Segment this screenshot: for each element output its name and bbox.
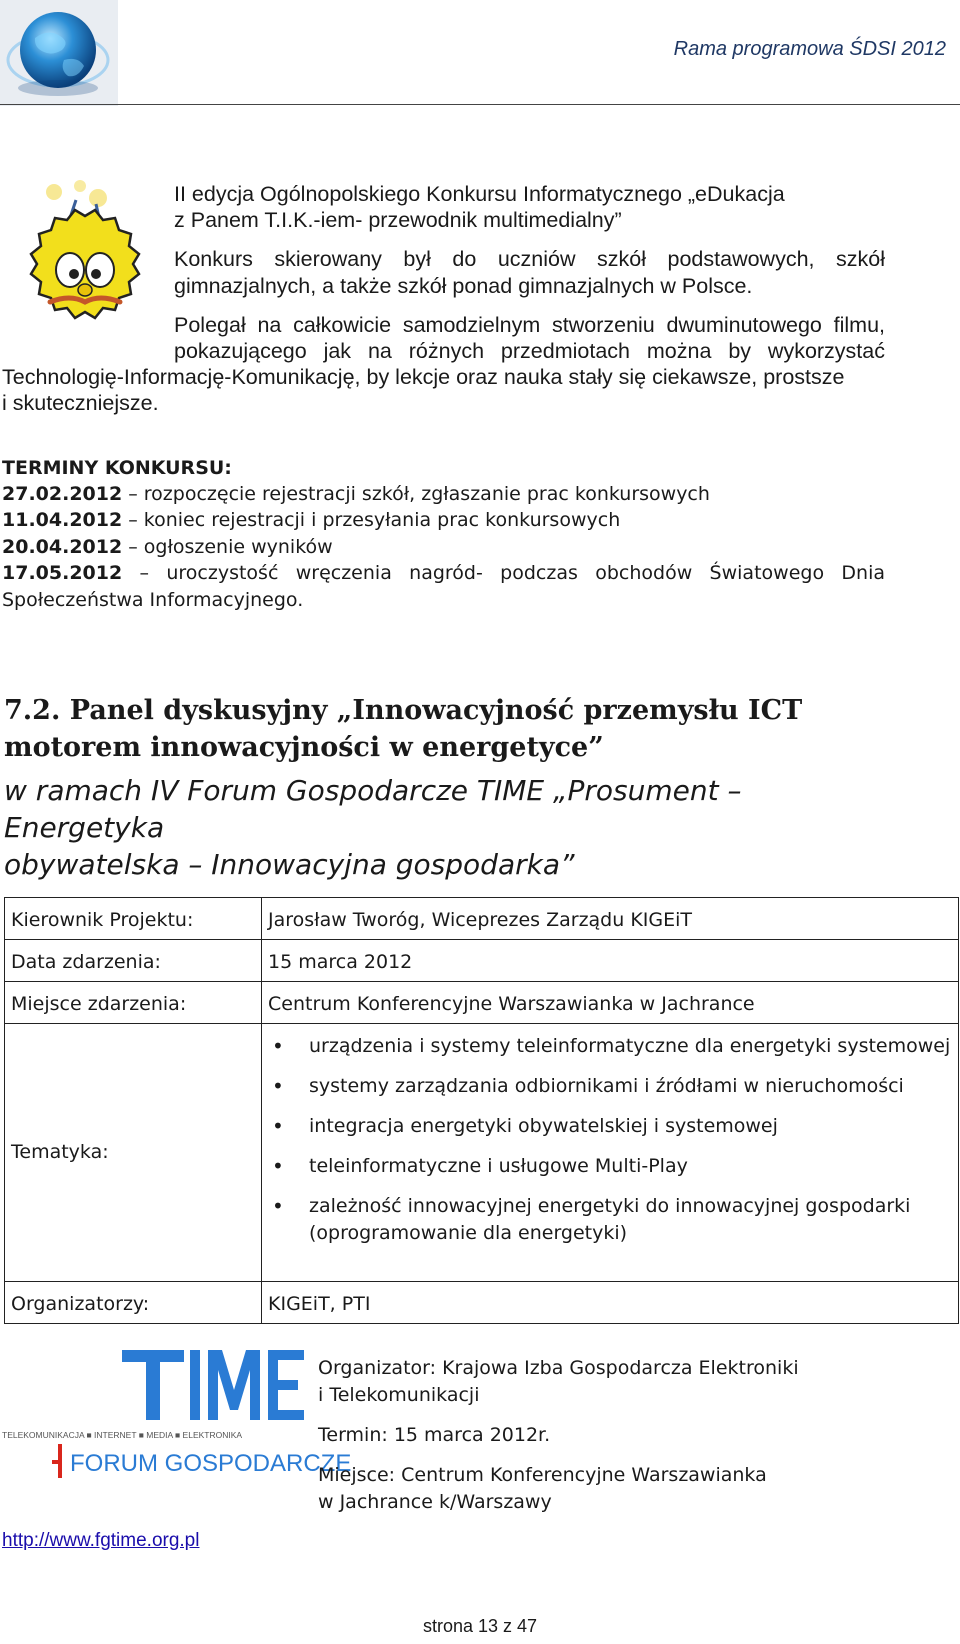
list-item: • zależność innowacyjnej energetyki do innowacyjnej gospodarki (oprogramowanie dla energetyki) [268,1193,958,1247]
event-date-label: Data zdarzenia: [5,940,262,982]
section-heading-line-2: motorem innowacyjności w energetyce” [4,732,604,763]
terms-date: 27.02.2012 [2,483,123,505]
terms-item [2,533,333,561]
globe-logo-icon [0,0,118,106]
table-row [5,1024,959,1282]
page-number: strona 13 z 47 [422,1616,538,1636]
table-row [5,1282,959,1324]
topics-label: Tematyka: [5,1024,262,1282]
contest-desc-line-3: Technologię-Informację-Komunikację, by lekcje oraz nauka stały się ciekawsze, prostsze [2,365,845,389]
contest-desc-line-1: Polegał na całkowicie samodzielnym stworzeniu dwuminutowego filmu, [174,313,885,337]
organizer-place-line-1: Miejsce: Centrum Konferencyjne Warszawianka [318,1464,767,1486]
organizer-term: Termin: 15 marca 2012r. [318,1424,551,1446]
contest-desc-line-4: i skuteczniejsze. [2,391,159,415]
contest-target-line-1: Konkurs skierowany był do uczniów szkół podstawowych, szkół [174,247,885,271]
section-heading-line-1: 7.2. Panel dyskusyjny „Innowacyjność przemysłu ICT [4,695,803,726]
terms-item [2,480,710,508]
terms-heading: TERMINY KONKURSU: [2,457,232,479]
organizer-line-1: Organizator: Krajowa Izba Gospodarcza Elektroniki [318,1357,799,1379]
terms-text: – ogłoszenie wyników [122,536,333,558]
terms-item [2,559,885,587]
logo-forum-text: FORUM GOSPODARCZE [70,1450,352,1477]
terms-item [2,506,620,534]
organizers-label: Organizatorzy: [5,1282,262,1324]
project-lead-label: Kierownik Projektu: [5,898,262,940]
terms-text: – uroczystość wręczenia nagród- podczas obchodów Światowego Dnia [122,562,885,584]
terms-text: – rozpoczęcie rejestracji szkół, zgłaszanie prac konkursowych [122,483,710,505]
gear-mascot-icon [10,178,160,348]
table-row [5,898,959,940]
project-lead-value: Jarosław Tworóg, Wiceprezes Zarządu KIGEiT [262,898,959,940]
organizer-line-2: i Telekomunikacji [318,1384,480,1406]
forum-website-link[interactable]: http://www.fgtime.org.pl [2,1530,200,1551]
contest-title-line-2: z Panem T.I.K.-iem- przewodnik multimedialny” [174,208,622,232]
event-place-value: Centrum Konferencyjne Warszawianka w Jachrance [262,982,959,1024]
topics-list [268,1033,958,1247]
contest-desc-line-2: pokazującego jak na różnych przedmiotach można by wykorzystać [174,339,885,363]
terms-date: 20.04.2012 [2,536,123,558]
organizer-place-line-2: w Jachrance k/Warszawy [318,1491,552,1513]
section-heading [4,692,904,766]
table-row [5,982,959,1024]
section-subheading-line-1: w ramach IV Forum Gospodarcze TIME „Prosument – Energetyka [4,774,742,844]
list-item: • teleinformatyczne i usługowe Multi-Play [268,1153,958,1180]
terms-date: 11.04.2012 [2,509,123,531]
event-info-table [4,897,959,1324]
event-place-label: Miejsce zdarzenia: [5,982,262,1024]
list-item: • urządzenia i systemy teleinformatyczne dla energetyki systemowej [268,1033,958,1060]
list-item: • systemy zarządzania odbiornikami i źródłami w nieruchomości [268,1073,958,1100]
section-subheading-line-2: obywatelska – Innowacyjna gospodarka” [4,848,575,881]
organizers-value: KIGEiT, PTI [262,1282,959,1324]
contest-target-line-2: gimnazjalnych, a także szkół ponad gimnazjalnych w Polsce. [174,274,753,298]
terms-text: – koniec rejestracji i przesyłania prac konkursowych [122,509,621,531]
topics-cell [262,1024,959,1282]
time-letters [122,1350,304,1420]
logo-tagline: TELEKOMUNIKACJA ■ INTERNET ■ MEDIA ■ ELEKTRONIKA [2,1430,243,1440]
terms-date: 17.05.2012 [2,562,123,584]
header-divider [0,104,960,105]
time-forum-logo [0,1350,352,1490]
header-title: Rama programowa ŚDSI 2012 [673,38,946,60]
contest-title-line-1: II edycja Ogólnopolskiego Konkursu Informatycznego „eDukacja [174,182,785,206]
event-date-value: 15 marca 2012 [262,940,959,982]
terms-item-continuation: Społeczeństwa Informacyjnego. [2,589,304,611]
section-subheading [4,772,904,883]
table-row [5,940,959,982]
list-item: • integracja energetyki obywatelskiej i systemowej [268,1113,958,1140]
